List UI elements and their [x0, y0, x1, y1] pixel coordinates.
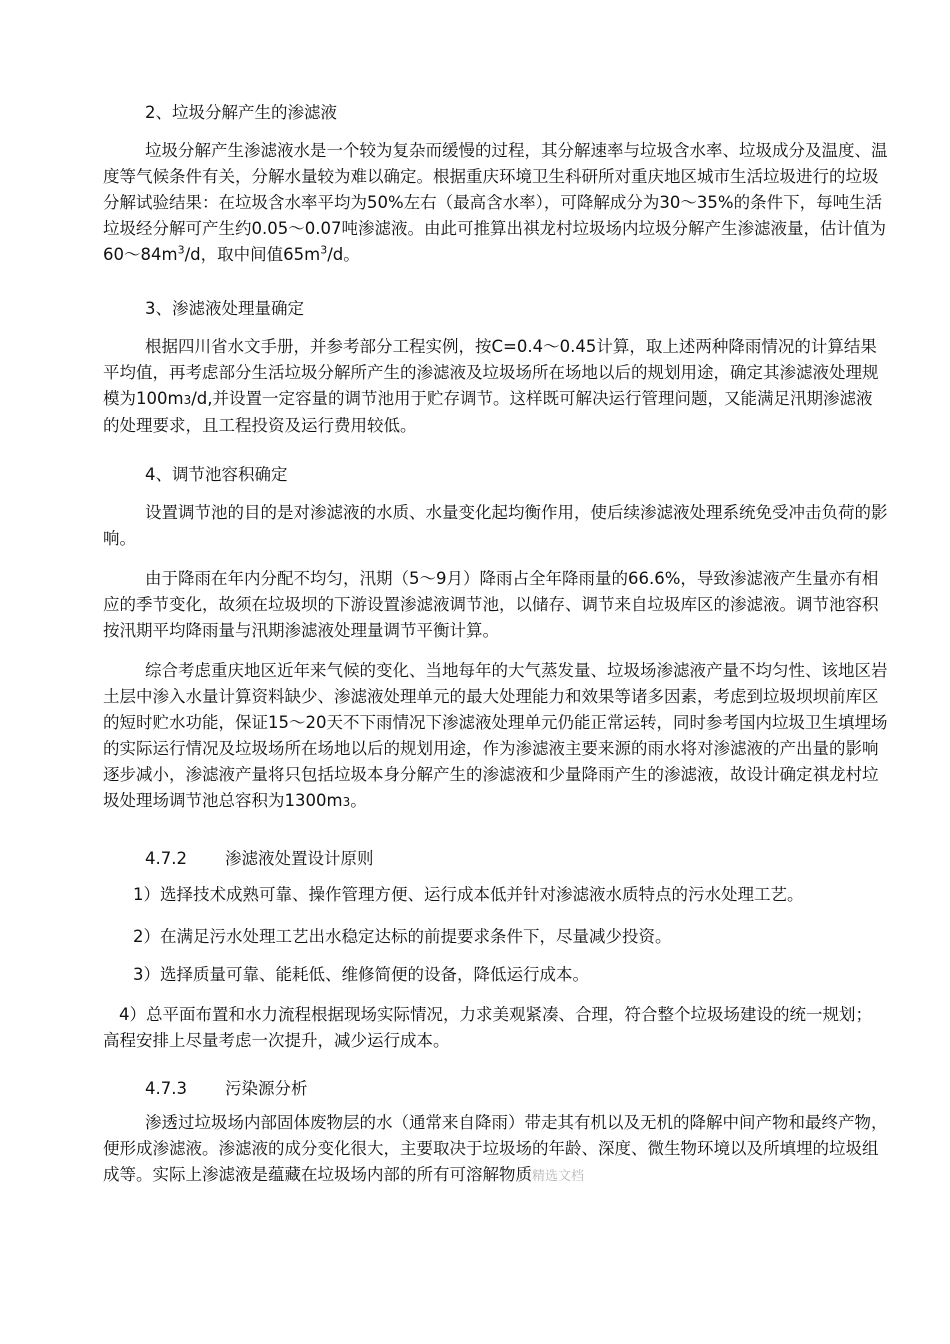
subsection-heading-4-7-2 [145, 846, 930, 872]
text-run: 根据四川省水文手册，并参考部分工程实例，按C=0.4～0.45计算，取上述两种降雨情况的计算结果平均值，再考虑部分生活垃圾分解所产生的渗滤液及垃圾场所在场地以后的规划用途，确定其渗滤液处理规模为100m [103, 337, 879, 408]
text-run: /d。 [327, 245, 360, 264]
list-item: 1）选择技术成熟可靠、操作管理方便、运行成本低并针对渗滤液水质特点的污水处理工艺。 [133, 885, 804, 904]
text-run: /d，取中间值65m [184, 245, 321, 264]
paragraph-tank-purpose: 设置调节池的目的是对渗滤液的水质、水量变化起均衡作用，使后续渗滤液处理系统免受冲击负荷的影响。 [103, 503, 888, 548]
section-heading-2: 2、垃圾分解产生的渗滤液 [145, 103, 337, 122]
subsection-heading-4-7-3 [145, 1076, 930, 1102]
text-run: 垃圾分解产生渗滤液水是一个较为复杂而缓慢的过程，其分解速率与垃圾含水率、垃圾成分及温度、温度等气候条件有关，分解水量较为难以确定。根据重庆环境卫生科研所对重庆地区城市生活垃圾进行的垃圾分解试验结果：在垃圾含水率平均为50%左右（最高含水率），可降解成分为30～35%的条件下，每吨生活垃圾经分解可产生约0.05～0.07吨渗滤液。由此可推算出祺龙村垃圾场内垃圾分解产生渗滤液量，估计值为60～84m [103, 141, 888, 264]
subsection-number: 4.7.3 [145, 1079, 187, 1098]
subsection-title: 渗滤液处置设计原则 [225, 849, 374, 868]
paragraph-decomposition [103, 138, 888, 268]
unit-subscript: 3 [183, 393, 192, 407]
text-run: /d,并设置一定容量的调节池用于贮存调节。这样既可解决运行管理问题，又能满足汛期渗滤液的处理要求，且工程投资及运行费用较低。 [103, 389, 873, 435]
text-run: 。 [350, 791, 367, 810]
paragraph-tank-volume [103, 658, 888, 815]
paragraph-pollution-source [103, 1110, 888, 1190]
unit-subscript: 3 [342, 795, 351, 809]
subsection-number: 4.7.2 [145, 849, 187, 868]
paragraph-treatment-volume [103, 334, 888, 439]
list-item: 4）总平面布置和水力流程根据现场实际情况，力求美观紧凑、合理，符合整个垃圾场建设的统一规划；高程安排上尽量考虑一次提升，减少运行成本。 [103, 1005, 872, 1050]
paragraph-rainfall: 由于降雨在年内分配不均匀，汛期（5～9月）降雨占全年降雨量的66.6%，导致渗滤液产生量亦有相应的季节变化，故须在垃圾坝的下游设置渗滤液调节池，以储存、调节来自垃圾库区的渗滤液。调节池容积按汛期平均降雨量与汛期渗滤液处理量调节平衡计算。 [103, 569, 879, 640]
superscript: 3 [320, 243, 328, 257]
section-heading-3: 3、渗滤液处理量确定 [145, 299, 304, 318]
list-item: 3）选择质量可靠、能耗低、维修简便的设备，降低运行成本。 [133, 965, 589, 984]
text-run: 渗透过垃圾场内部固体废物层的水（通常来自降雨）带走其有机以及无机的降解中间产物和最终产物，便形成渗滤液。渗滤液的成分变化很大，主要取决于垃圾场的年龄、深度、微生物环境以及所填埋的垃圾组成等。实际上渗滤液是蕴藏在垃圾场内部的所有可溶解物质 [103, 1113, 888, 1184]
list-item: 2）在满足污水处理工艺出水稳定达标的前提要求条件下，尽量减少投资。 [133, 927, 672, 946]
subsection-title: 污染源分析 [225, 1079, 308, 1098]
text-run: 综合考虑重庆地区近年来气候的变化、当地每年的大气蒸发量、垃圾场渗滤液产量不均匀性、该地区岩土层中渗入水量计算资料缺少、渗滤液处理单元的最大处理能力和效果等诸多因素，考虑到垃圾坝坝前库区的短时贮水功能，保证15～20天不下雨情况下渗滤液处理单元仍能正常运转，同时参考国内垃圾卫生填埋场的实际运行情况及垃圾场所在场地以后的规划用途，作为渗滤液主要来源的雨水将对渗滤液的产出量的影响逐步减小，渗滤液产量将只包括垃圾本身分解产生的渗滤液和少量降雨产生的渗滤液，故设计确定祺龙村垃圾处理场调节池总容积为1300m [103, 661, 888, 810]
superscript: 3 [177, 243, 185, 257]
section-heading-4: 4、调节池容积确定 [145, 465, 288, 484]
watermark-text: 精选文档 [532, 1169, 585, 1184]
